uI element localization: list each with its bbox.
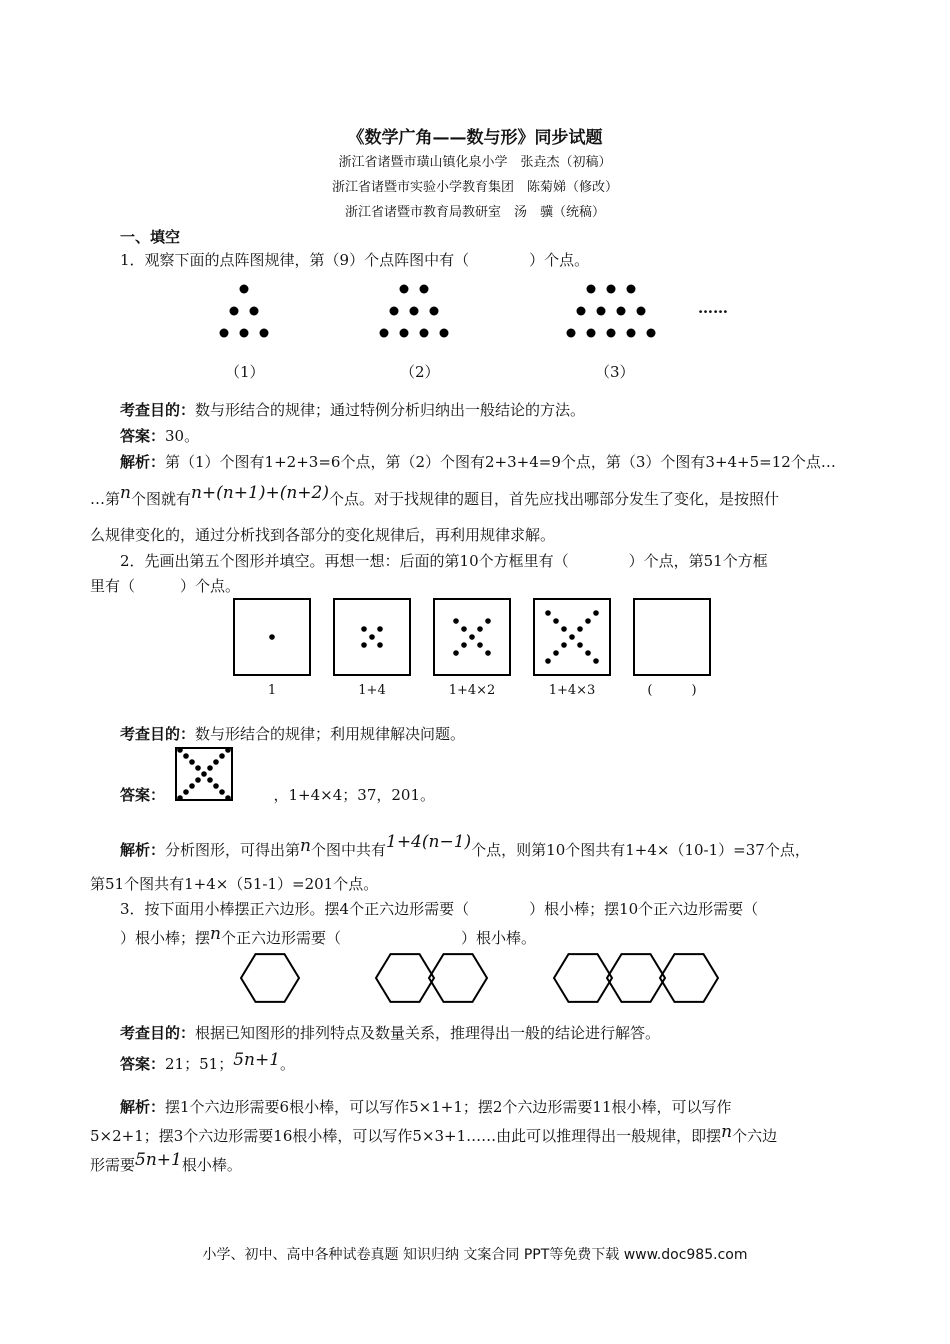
- purpose-text: 数与形结合的规律；利用规律解决问题。: [195, 725, 466, 743]
- analysis-text: 形需要: [90, 1156, 136, 1174]
- figure-label: 1+4×2: [448, 683, 496, 698]
- dot: [430, 307, 439, 316]
- dot: [219, 753, 225, 759]
- hexagon-figures: [241, 954, 718, 1002]
- hexagon: [607, 954, 665, 1002]
- page-title: 《数学广角——数与形》同步试题: [347, 128, 603, 148]
- dot: [453, 650, 459, 656]
- dot: [369, 634, 375, 640]
- dot: [593, 658, 599, 664]
- purpose-label: 考查目的：: [120, 725, 196, 743]
- dot: [220, 329, 229, 338]
- answer-text: 21；51；: [165, 1055, 234, 1073]
- dot: [553, 650, 559, 656]
- author-line: 浙江省诸暨市教育局教研室 汤 骥（统稿）: [344, 205, 605, 220]
- dot: [400, 285, 409, 294]
- dot: [420, 285, 429, 294]
- math-formula: 5n+1: [233, 1050, 281, 1070]
- dot: [207, 765, 213, 771]
- dot: [607, 329, 616, 338]
- dot: [585, 650, 591, 656]
- answer-label: 答案：: [120, 427, 166, 445]
- dot: [225, 747, 231, 753]
- analysis-text: 个点。对于找规律的题目，首先应找出哪部分发生了变化，是按照什: [328, 490, 779, 508]
- answer-label: 答案：: [120, 786, 158, 804]
- dot: [361, 642, 367, 648]
- math-formula: n+(n+1)+(n+2): [190, 483, 329, 503]
- dot: [607, 285, 616, 294]
- hexagon: [241, 954, 299, 1002]
- dot: [553, 618, 559, 624]
- dot: [485, 618, 491, 624]
- figure-label: 1+4: [358, 683, 386, 698]
- answer-text: ，1+4×4；37，201。: [273, 786, 436, 804]
- analysis-label: 解析：: [120, 453, 166, 471]
- dot: [230, 307, 239, 316]
- dot: [477, 626, 483, 632]
- dot-triangle-figures: [220, 285, 656, 338]
- dot: [461, 642, 467, 648]
- question-2: 2．先画出第五个图形并填空。再想一想：后面的第10个方框里有（ ）个点，第51个方框: [120, 552, 768, 570]
- purpose-label: 考查目的：: [120, 1024, 196, 1042]
- dot: [617, 307, 626, 316]
- analysis-text: 第51个图共有1+4×（51-1）=201个点。: [90, 875, 379, 893]
- analysis-text: …第: [90, 490, 121, 508]
- dot: [183, 753, 189, 759]
- dot: [380, 329, 389, 338]
- math-formula: 1+4(n−1): [386, 832, 472, 852]
- answer-text: 30。: [165, 427, 200, 445]
- hexagon: [429, 954, 487, 1002]
- dot: [377, 642, 383, 648]
- dot: [587, 285, 596, 294]
- figure-label: （1）: [225, 363, 265, 381]
- figure-label: （2）: [400, 363, 440, 381]
- dot: [585, 618, 591, 624]
- author-line: 浙江省诸暨市璜山镇化泉小学 张垚杰（初稿）: [338, 155, 612, 170]
- dot: [260, 329, 269, 338]
- math-formula: 5n+1: [135, 1150, 182, 1170]
- answer-label: 答案：: [120, 1055, 166, 1073]
- dot: [477, 642, 483, 648]
- figure-label: （3）: [595, 363, 635, 381]
- math-n: n: [300, 836, 311, 856]
- dot: [597, 307, 606, 316]
- dot: [361, 626, 367, 632]
- dot: [400, 329, 409, 338]
- dot: [240, 329, 249, 338]
- dot: [577, 307, 586, 316]
- dot: [207, 777, 213, 783]
- dot: [177, 747, 183, 753]
- analysis-text: 个六边: [732, 1127, 778, 1145]
- analysis-text: 分析图形，可得出第: [165, 841, 301, 859]
- purpose-label: 考查目的：: [120, 401, 196, 419]
- dot: [189, 759, 195, 765]
- dot: [577, 642, 583, 648]
- question-1: 1．观察下面的点阵图规律，第（9）个点阵图中有（ ）个点。: [120, 251, 590, 269]
- dot: [545, 610, 551, 616]
- dot: [420, 329, 429, 338]
- hexagon: [660, 954, 718, 1002]
- dot: [461, 626, 467, 632]
- dot: [453, 618, 459, 624]
- dot: [195, 765, 201, 771]
- analysis-text: 个图中共有: [310, 841, 386, 859]
- dot: [647, 329, 656, 338]
- question-2-cont: 里有（ ）个点。: [90, 577, 241, 595]
- analysis-label: 解析：: [120, 1098, 166, 1116]
- analysis-text: 摆1个六边形需要6根小棒，可以写作5×1+1；摆2个六边形需要11根小棒，可以写作: [165, 1098, 732, 1116]
- dot: [201, 771, 207, 777]
- hexagon: [554, 954, 612, 1002]
- analysis-text: 5×2+1；摆3个六边形需要16根小棒，可以写作5×3+1……由此可以推理得出一般规律，即摆: [90, 1127, 722, 1145]
- math-n: n: [120, 483, 131, 503]
- dot: [627, 285, 636, 294]
- footer-text[interactable]: 小学、初中、高中各种试卷真题 知识归纳 文案合同 PPT等免费下载 www.doc985.com: [202, 1247, 748, 1263]
- dot: [587, 329, 596, 338]
- figure-label: ( ): [647, 683, 697, 698]
- question-3: 3．按下面用小棒摆正六边形。摆4个正六边形需要（ ）根小棒；摆10个正六边形需要（: [120, 900, 759, 918]
- math-n: n: [210, 924, 221, 944]
- dot: [469, 634, 475, 640]
- question-3-cont: 个正六边形需要（ ）根小棒。: [220, 929, 536, 947]
- dot: [485, 650, 491, 656]
- dot: [390, 307, 399, 316]
- dot: [569, 634, 575, 640]
- dot: [545, 658, 551, 664]
- dot: [577, 626, 583, 632]
- dot: [440, 329, 449, 338]
- purpose-text: 数与形结合的规律；通过特例分析归纳出一般结论的方法。: [195, 401, 586, 419]
- answer-text: 。: [280, 1055, 296, 1073]
- hexagon: [376, 954, 434, 1002]
- author-line: 浙江省诸暨市实验小学教育集团 陈菊娣（修改）: [331, 180, 618, 195]
- dot: [250, 307, 259, 316]
- dot: [567, 329, 576, 338]
- dot: [269, 634, 275, 640]
- analysis-text: 个点，则第10个图共有1+4×（10-1）=37个点，: [471, 841, 810, 859]
- dot: [195, 777, 201, 783]
- analysis-text: 个图就有: [130, 490, 191, 508]
- math-n: n: [721, 1122, 733, 1142]
- dot: [561, 642, 567, 648]
- ellipsis: ……: [698, 299, 728, 317]
- dot: [561, 626, 567, 632]
- analysis-text: 么规律变化的，通过分析找到各部分的变化规律后，再利用规律求解。: [90, 526, 556, 544]
- dot: [593, 610, 599, 616]
- dot: [410, 307, 419, 316]
- question-3-cont: ）根小棒；摆: [120, 929, 211, 947]
- analysis-text: 第（1）个图有1+2+3=6个点，第（2）个图有2+3+4=9个点，第（3）个图有3+4+5=12个点…: [165, 453, 836, 471]
- figure-label: 1+4×3: [548, 683, 596, 698]
- purpose-text: 根据已知图形的排列特点及数量关系，推理得出一般的结论进行解答。: [195, 1024, 661, 1042]
- analysis-text: 根小棒。: [181, 1156, 242, 1174]
- section-heading: 一、填空: [120, 228, 181, 246]
- dot: [637, 307, 646, 316]
- box-dots: [177, 610, 599, 801]
- dot: [240, 285, 249, 294]
- dot: [377, 626, 383, 632]
- dot: [627, 329, 636, 338]
- dot: [213, 759, 219, 765]
- analysis-label: 解析：: [120, 841, 166, 859]
- figure-label: 1: [267, 683, 277, 698]
